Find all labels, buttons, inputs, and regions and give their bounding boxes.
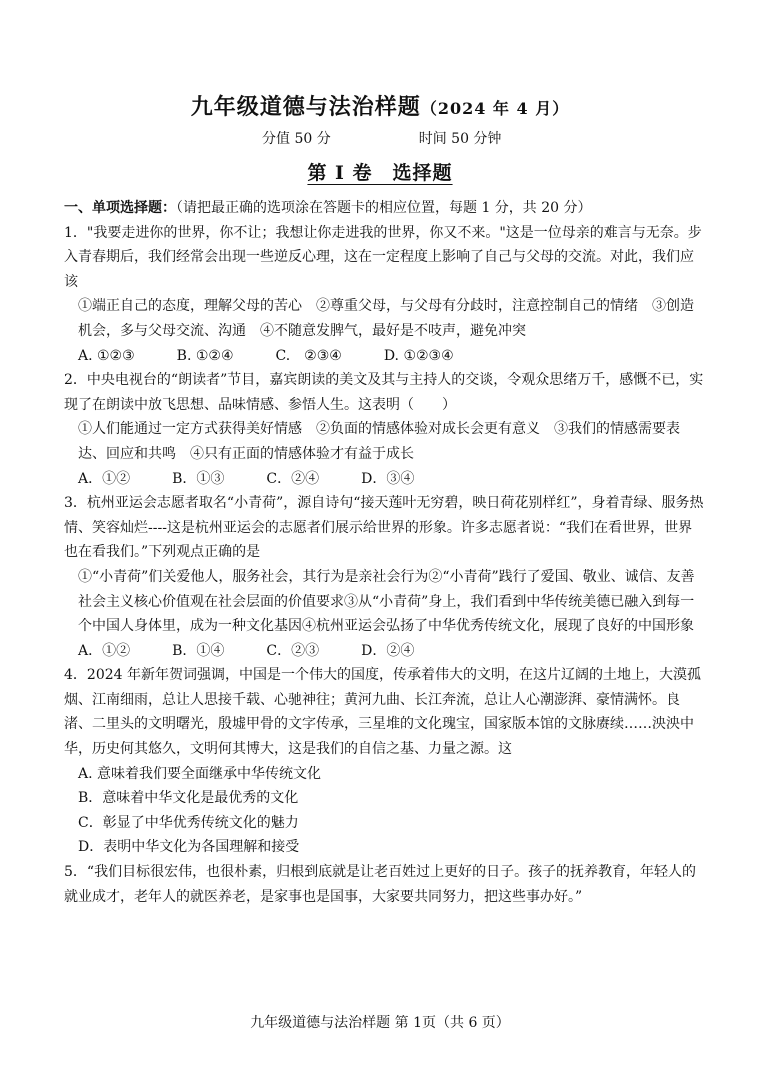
question-1	[64, 221, 704, 369]
choice-b: B．意味着中华文化是最优秀的文化	[78, 790, 299, 807]
question-2	[64, 368, 704, 491]
question-statements: ①“小青荷”们关爱他人，服务社会，其行为是亲社会行为②“小青荷”践行了爱国、敬业、诚信、友善社会主义核心价值观在社会层面的价值要求③从“小青荷”身上，我们看到中华传统美德已融入到每一个中国人身体里，成为一种文化基因④杭州亚运会弘扬了中华优秀传统文化，展现了良好的中国形象	[78, 568, 695, 635]
questions-area	[64, 196, 704, 909]
section-label: 一、单项选择题：	[64, 200, 176, 216]
question-options: A．①② B．①③ C．②④ D．③④	[78, 470, 415, 487]
question-stem: 4．2024 年新年贺词强调，中国是一个伟大的国度，传承着伟大的文明，在这片辽阔的土地上，大漠孤烟、江南细雨，总让人思接千载、心驰神往；黄河九曲、长江奔流，总让人心潮澎湃、豪情满怀。良渚、二里头的文明曙光，殷墟甲骨的文字传承，三星堆的文化瑰宝，国家版本馆的文脉赓续……泱泱中华，历史何其悠久，文明何其博大，这是我们的自信之基、力量之源。这	[64, 667, 701, 758]
title-text: 九年级道德与法治样题	[190, 94, 421, 120]
question-4	[64, 663, 704, 860]
exam-date: （2024 年 4 月）	[420, 99, 570, 118]
question-stem: 1．"我要走进你的世界，你不让；我想让你走进我的世界，你又不来。"这是一位母亲的难言与无奈。步入青春期后，我们经常会出现一些逆反心理，这在一定程度上影响了自己与父母的交流。对此，我们应该	[64, 224, 702, 290]
section-heading	[64, 196, 704, 221]
exam-meta	[262, 128, 501, 148]
choice-c: C．彰显了中华优秀传统文化的魅力	[78, 814, 299, 831]
volume-heading	[0, 158, 760, 185]
question-stem: 3．杭州亚运会志愿者取名“小青荷”，源自诗句“接天莲叶无穷碧，映日荷花别样红”，身着青绿、服务热情、笑容灿烂----这是杭州亚运会的志愿者们展示给世界的形象。许多志愿者说：“我们在看世界，世界也在看我们。”下列观点正确的是	[64, 495, 704, 561]
choice-a: A. 意味着我们要全面继承中华传统文化	[78, 765, 322, 782]
choice-d: D．表明中华文化为各国理解和接受	[78, 839, 300, 856]
question-statements: ①端正自己的态度，理解父母的苦心 ②尊重父母，与父母有分歧时，注意控制自己的情绪 ③创造机会，多与父母交流、沟通 ④不随意发脾气，最好是不吱声，避免冲突	[78, 298, 694, 339]
question-stem: 5．“我们目标很宏伟，也很朴素，归根到底就是让老百姓过上更好的日子。孩子的抚养教育，年轻人的就业成才，老年人的就医养老，是家事也是国事，大家要共同努力，把这些事办好。”	[64, 864, 697, 905]
question-3	[64, 491, 704, 663]
question-options: A. ①②③ B. ①②④ C. ②③④ D. ①②③④	[78, 347, 454, 364]
question-options: A．①② B．①④ C．②③ D．②④	[78, 642, 415, 659]
volume-title: 第 I 卷 选择题	[307, 162, 453, 184]
question-stem: 2．中央电视台的“朗读者”节目，嘉宾朗读的美文及其与主持人的交谈，令观众思绪万千，感慨不已，实现了在朗读中放飞思想、品味情感、参悟人生。这表明（ ）	[64, 372, 704, 413]
question-statements: ①人们能通过一定方式获得美好情感 ②负面的情感体验对成长会更有意义 ③我们的情感需要表达、回应和共鸣 ④只有正面的情感体验才有益于成长	[78, 421, 680, 462]
question-5	[64, 860, 704, 909]
exam-title	[0, 90, 760, 121]
section-instruction: （请把最正确的选项涂在答题卡的相应位置，每题 1 分，共 20 分）	[176, 200, 592, 216]
score-info: 分值 50 分	[262, 131, 331, 147]
time-info: 时间 50 分钟	[418, 131, 502, 147]
page-footer: 九年级道德与法治样题 第 1页（共 6 页）	[250, 1015, 510, 1031]
